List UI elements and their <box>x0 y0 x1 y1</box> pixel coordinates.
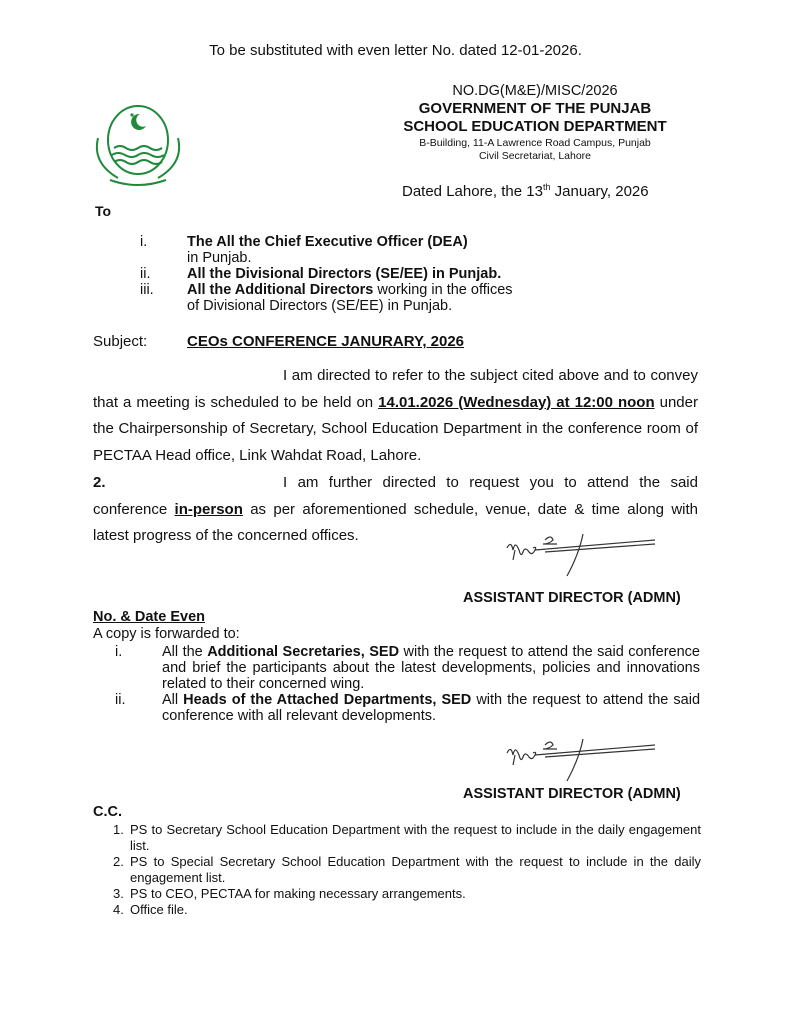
subject-label: Subject: <box>93 333 148 350</box>
punjab-emblem-icon <box>88 98 188 190</box>
letter-number: NO.DG(M&E)/MISC/2026 <box>452 83 618 99</box>
cc-item: 3. PS to CEO, PECTAA for making necessary arrangements. <box>113 886 466 901</box>
cc-item: 2. PS to Special Secretary School Education Department with the request to include in the daily engagement list. <box>113 854 701 885</box>
cc-item: 4. Office file. <box>113 902 188 917</box>
forward-item: i. All the Additional Secretaries, SED with the request to attend the said conference and brief the participants about the latest developments, policies and innovations related to their concerned wing. <box>115 644 700 692</box>
to-label: To <box>95 203 112 219</box>
forward-item: ii. All Heads of the Attached Departments, SED with the request to attend the said conference with all relevant developments. <box>115 692 701 724</box>
department-title: SCHOOL EDUCATION DEPARTMENT <box>403 118 667 135</box>
signatory-title: ASSISTANT DIRECTOR (ADMN) <box>463 786 681 802</box>
attendance-mode: in-person <box>174 500 243 518</box>
cc-label: C.C. <box>93 804 122 820</box>
signature-icon <box>505 735 665 785</box>
address-line-1: B-Building, 11-A Lawrence Road Campus, Punjab <box>419 137 651 149</box>
addressee-item: iii. All the Additional Directors working in the offices of Divisional Directors (SE/EE) in Punjab. <box>140 282 513 314</box>
subject-text: CEOs CONFERENCE JANURARY, 2026 <box>187 333 465 350</box>
addressee-item: ii. All the Divisional Directors (SE/EE) in Punjab. <box>140 266 502 282</box>
department-address <box>390 137 680 163</box>
subject-line <box>93 333 464 350</box>
letter-date: Dated Lahore, the 13th January, 2026 <box>402 182 649 200</box>
cc-list <box>113 822 701 918</box>
forward-intro: A copy is forwarded to: <box>93 626 240 642</box>
paragraph-1: I am directed to refer to the subject cited above and to convey that a meeting is scheduled to be held on 14.01.2026 (Wednesday) at 12:00 noon under the Chairpersonship of Secretary, School Education Department in the conference room of PECTAA Head office, Link Wahdat Road, Lahore. <box>93 367 698 464</box>
even-heading: No. & Date Even <box>93 609 205 625</box>
addressee-item: i. The All the Chief Executive Officer (DEA) in Punjab. <box>140 234 468 266</box>
addressee-list <box>140 234 567 314</box>
paragraph-2: 2. I am further directed to request you to attend the said conference in-person as per aforementioned schedule, venue, date & time along with latest progress of the concerned offices. <box>93 474 698 544</box>
cc-item: 1. PS to Secretary School Education Department with the request to include in the daily engagement list. <box>113 822 701 853</box>
forward-list <box>115 644 700 724</box>
meeting-date-time: 14.01.2026 (Wednesday) at 12:00 noon <box>378 393 655 411</box>
government-title: GOVERNMENT OF THE PUNJAB <box>418 100 652 117</box>
substitution-note: To be substituted with even letter No. dated 12-01-2026. <box>209 42 582 59</box>
address-line-2: Civil Secretariat, Lahore <box>478 150 592 162</box>
signature-icon <box>505 530 665 580</box>
signatory-title: ASSISTANT DIRECTOR (ADMN) <box>463 590 681 606</box>
